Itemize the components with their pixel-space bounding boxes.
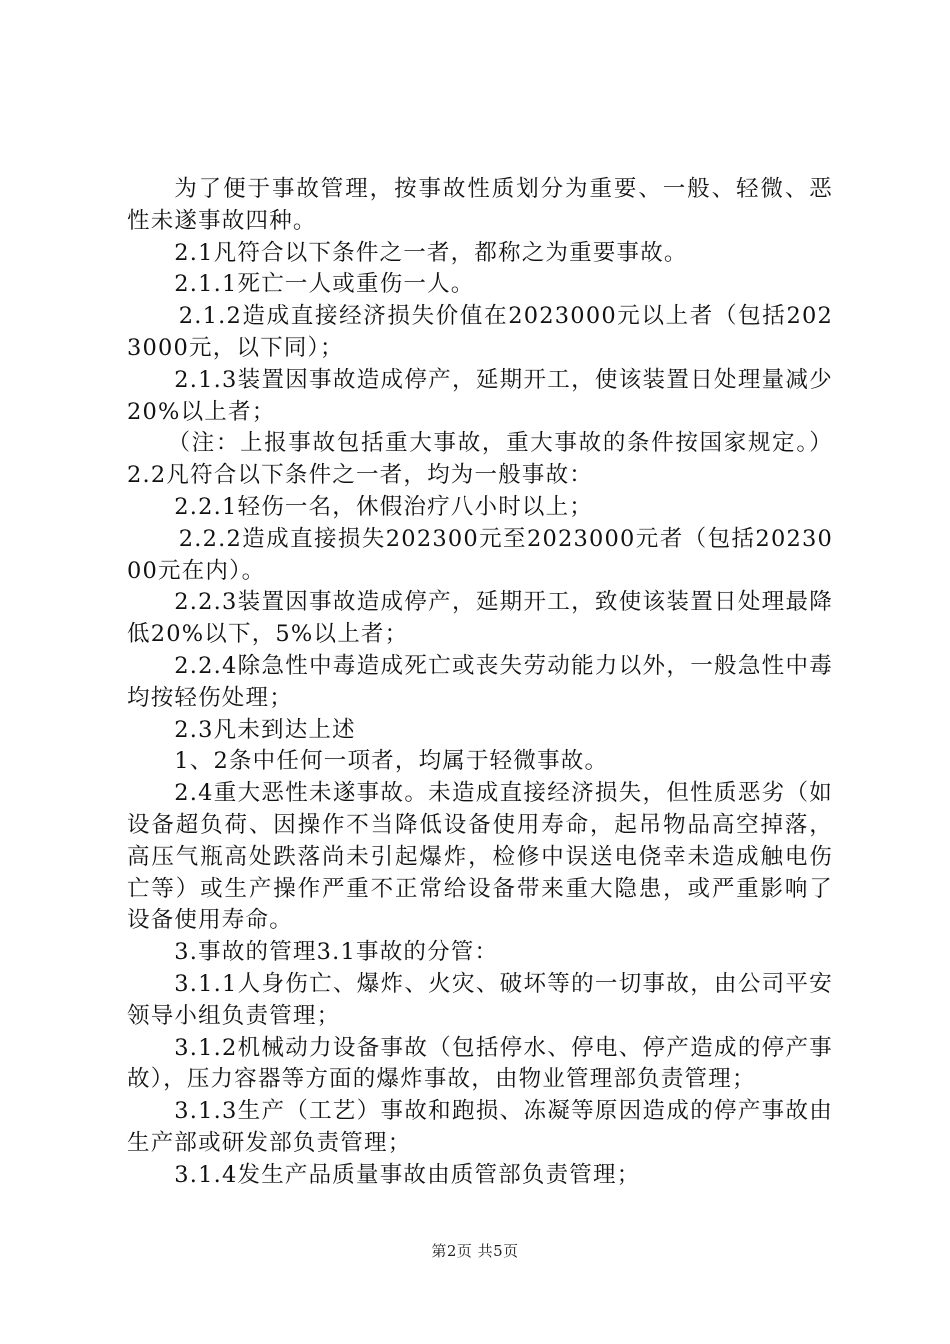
paragraph-2-2-1: 2.2.1轻伤一名，休假治疗八小时以上； [174,493,594,520]
paragraph-2-1-2: 2.1.2造成直接经济损失价值在2023000元以上者（包括2023000元，以下同）； [127,303,833,361]
paragraph-2-3: 2.3凡未到达上述 [174,716,356,743]
paragraph-3-1-1: 3.1.1人身伤亡、爆炸、火灾、破坏等的一切事故，由公司平安领导小组负责管理； [127,970,833,1029]
paragraph-2-3-cont: 1、2条中任何一项者，均属于轻微事故。 [174,748,609,775]
paragraph-2-1-3: 2.1.3装置因事故造成停产，延期开工，使该装置日处理量减少20%以上者； [127,366,833,425]
paragraph-2-1-1: 2.1.1死亡一人或重伤一人。 [174,271,475,298]
paragraph-2-1: 2.1凡符合以下条件之一者，都称之为重要事故。 [174,239,688,266]
paragraph-note-2-2: （注：上报事故包括重大事故，重大事故的条件按国家规定。）2.2凡符合以下条件之一者，均为一般事故： [127,430,833,489]
paragraph-2-4: 2.4重大恶性未遂事故。未造成直接经济损失，但性质恶劣（如设备超负荷、因操作不当降低设备使用寿命，起吊物品高空掉落，高压气瓶高处跌落尚未引起爆炸，检修中误送电侥幸未造成触电伤亡等）或生产操作严重不正常给设备带来重大隐患，或严重影响了设备使用寿命。 [127,780,833,934]
page-number-footer: 第2页 共5页 [431,1242,519,1260]
paragraph-3-1-4: 3.1.4发生产品质量事故由质管部负责管理； [174,1161,641,1188]
paragraph-3-1-2: 3.1.2机械动力设备事故（包括停水、停电、停产造成的停产事故），压力容器等方面的爆炸事故，由物业管理部负责管理； [127,1034,833,1093]
paragraph-2-2-4: 2.2.4除急性中毒造成死亡或丧失劳动能力以外，一般急性中毒均按轻伤处理； [127,652,833,711]
paragraph-2-2-2: 2.2.2造成直接损失202300元至2023000元者（包括2023000元在内）。 [127,525,833,584]
document-body [127,174,833,1192]
paragraph-3-1: 3.事故的管理3.1事故的分管： [174,939,499,966]
paragraph-intro: 为了便于事故管理，按事故性质划分为重要、一般、轻微、恶性未遂事故四种。 [127,176,833,234]
paragraph-2-2-3: 2.2.3装置因事故造成停产，延期开工，致使该装置日处理最降低20%以下，5%以上者； [127,589,833,648]
paragraph-3-1-3: 3.1.3生产（工艺）事故和跑损、冻凝等原因造成的停产事故由生产部或研发部负责管理； [127,1098,833,1156]
